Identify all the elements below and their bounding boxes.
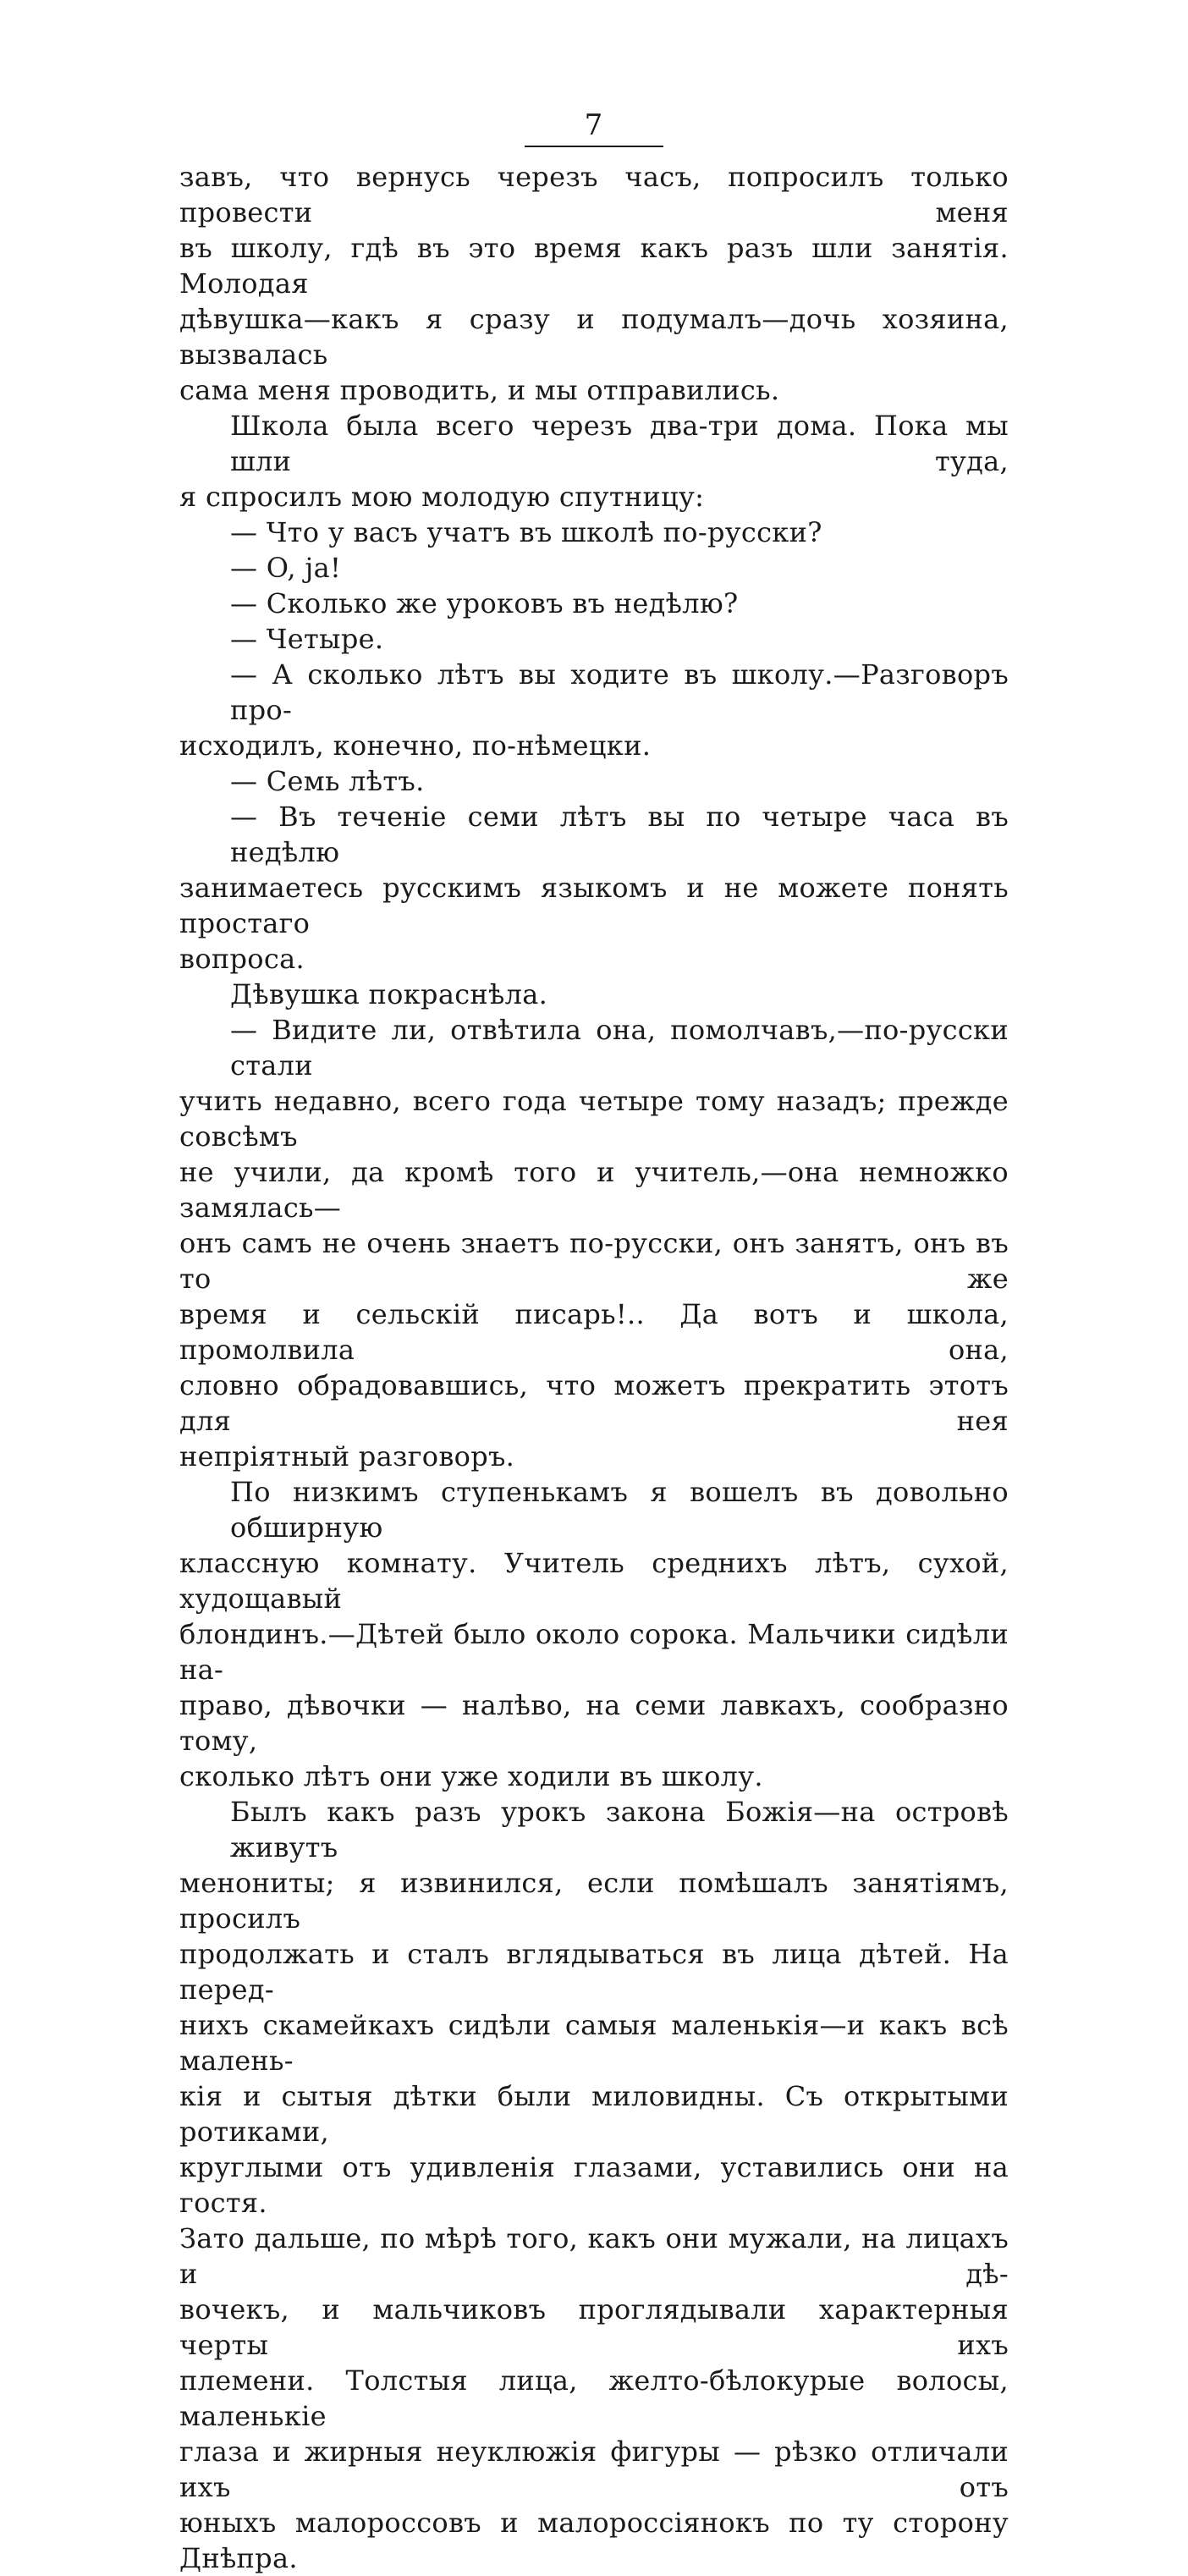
text-line: — Сколько же уроковъ въ недѣлю? — [230, 587, 739, 619]
text-line: продолжать и сталъ вглядываться въ лица дѣтей. На перед- — [179, 1938, 1009, 2006]
text-line: дѣвушка—какъ я сразу и подумалъ—дочь хозяина, вызвалась — [179, 303, 1009, 371]
page-number-rule — [525, 146, 663, 147]
text-line: — Что у васъ учатъ въ школѣ по-русски? — [230, 516, 822, 548]
text-line: блондинъ.—Дѣтей было около сорока. Мальчики сидѣли на- — [179, 1618, 1009, 1686]
text-line: По низкимъ ступенькамъ я вошелъ въ довольно обширную — [230, 1476, 1009, 1544]
text-line: круглыми отъ удивленія глазами, уставились они на гостя. — [179, 2151, 1009, 2219]
text-line: Школа была всего черезъ два-три дома. Пока мы шли туда, — [230, 410, 1009, 477]
text-line: вочекъ, и мальчиковъ проглядывали характерныя черты ихъ — [179, 2293, 1009, 2361]
text-line: юныхъ малороссовъ и малороссіянокъ по ту сторону Днѣпра. — [179, 2507, 1009, 2574]
text-line: кія и сытыя дѣтки были миловидны. Съ открытыми ротиками, — [179, 2080, 1009, 2148]
page-number: 7 — [584, 108, 604, 142]
text-line: — Семь лѣтъ. — [230, 765, 425, 797]
text-line: я спросилъ мою молодую спутницу: — [179, 481, 705, 513]
text-line: племени. Толстыя лица, желто-бѣлокурые волосы, маленькіе — [179, 2364, 1009, 2432]
text-line: не учили, да кромѣ того и учитель,—она немножко замялась— — [179, 1156, 1009, 1224]
text-line: сколько лѣтъ они уже ходили въ школу. — [179, 1760, 763, 1792]
text-line: право, дѣвочки — налѣво, на семи лавкахъ, сообразно тому, — [179, 1689, 1009, 1757]
text-line: глаза и жирныя неуклюжія фигуры — рѣзко отличали ихъ отъ — [179, 2436, 1009, 2503]
text-line: учить недавно, всего года четыре тому назадъ; прежде совсѣмъ — [179, 1085, 1009, 1153]
text-line: — Видите ли, отвѣтила она, помолчавъ,—по-русски стали — [230, 1014, 1009, 1082]
text-line: въ школу, гдѣ въ это время какъ разъ шли занятія. Молодая — [179, 232, 1009, 300]
text-line: — Въ теченіе семи лѣтъ вы по четыре часа въ недѣлю — [230, 801, 1009, 868]
text-line: занимаетесь русскимъ языкомъ и не можете понять простаго — [179, 872, 1009, 939]
text-line: классную комнату. Учитель среднихъ лѣтъ, сухой, худощавый — [179, 1547, 1009, 1615]
text-line: сама меня проводить, и мы отправились. — [179, 374, 780, 406]
text-line: вопроса. — [179, 943, 305, 975]
text-line: непріятный разговоръ. — [179, 1440, 515, 1472]
text-line: словно обрадовавшись, что можетъ прекратить этотъ для нея — [179, 1369, 1009, 1437]
body-text — [179, 159, 1009, 2576]
text-line: Былъ какъ разъ урокъ закона Божія—на островѣ живутъ — [230, 1796, 1009, 1863]
text-line: время и сельскій писарь!.. Да вотъ и школа, промолвила она, — [179, 1298, 1009, 1366]
text-line: менониты; я извинился, если помѣшалъ занятіямъ, просилъ — [179, 1867, 1009, 1935]
text-line: Зато дальше, по мѣрѣ того, какъ они мужали, на лицахъ и дѣ- — [179, 2222, 1009, 2290]
text-line: Дѣвушка покраснѣла. — [230, 978, 548, 1010]
text-line: — А сколько лѣтъ вы ходите въ школу.—Разговоръ про- — [230, 658, 1009, 726]
text-line: онъ самъ не очень знаетъ по-русски, онъ занятъ, онъ въ то же — [179, 1227, 1009, 1295]
text-line: — O, ja! — [230, 552, 342, 584]
text-line: завъ, что вернусь черезъ часъ, попросилъ только провести меня — [179, 161, 1009, 228]
text-line: нихъ скамейкахъ сидѣли самыя маленькія—и какъ всѣ малень- — [179, 2009, 1009, 2077]
text-line: — Четыре. — [230, 623, 384, 655]
text-line: исходилъ, конечно, по-нѣмецки. — [179, 729, 652, 762]
